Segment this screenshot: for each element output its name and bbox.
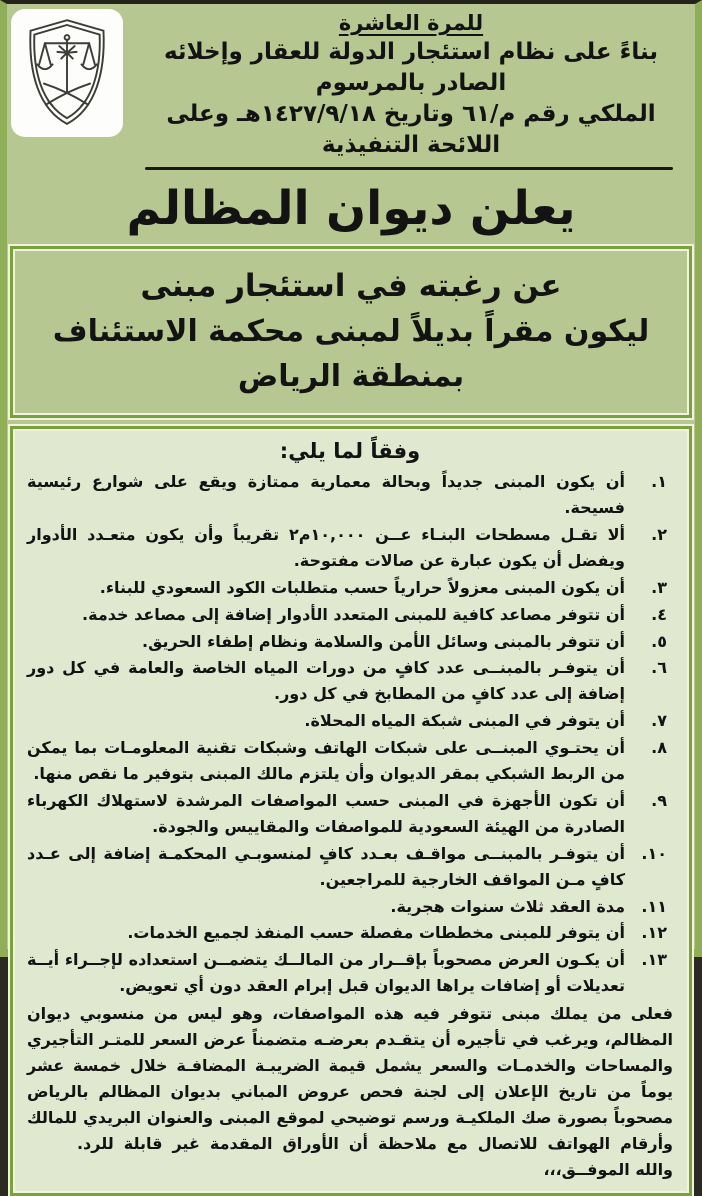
condition-item — [27, 894, 673, 920]
condition-number: ١١. — [641, 896, 667, 916]
condition-item — [27, 708, 673, 734]
announcer-title: يعلن ديوان المظالم — [126, 181, 576, 237]
scales-of-justice-emblem-icon — [19, 16, 115, 130]
condition-text: أن يتوفر في المبنى شبكة المياه المحلاة. — [304, 711, 625, 731]
subject-line-2: ليكون مقراً بديلاً لمبنى محكمة الاستئناف بمنطقة الرياض — [52, 314, 650, 395]
condition-item — [27, 522, 673, 574]
condition-number: ٨. — [651, 738, 667, 758]
condition-item — [27, 575, 673, 601]
condition-text: أن يتوفر للمبنى مخططات مفصلة حسب المنفذ لجميع الخدمات. — [127, 923, 625, 943]
condition-number: ٢. — [651, 524, 667, 544]
condition-item — [27, 841, 673, 893]
occasion-line: للمرة العاشرة — [338, 11, 484, 35]
condition-text: أن تتوفر بالمبنى وسائل الأمن والسلامة ونظام إطفاء الحريق. — [142, 631, 625, 651]
subject-box — [10, 246, 692, 419]
condition-number: ٣. — [651, 577, 667, 597]
condition-number: ٧. — [651, 711, 667, 731]
header-divider — [145, 167, 673, 170]
condition-item — [27, 788, 673, 840]
conditions-heading: وفقاً لما يلي: — [279, 439, 421, 464]
condition-text: مدة العقد ثلاث سنوات هجرية. — [390, 896, 625, 916]
condition-number: ٩. — [651, 790, 667, 810]
closing-paragraph — [27, 1001, 673, 1182]
condition-text: أن يكون المبنى جديداً وبحالة معمارية ممتازة ويقع على شوارع رئيسية فسيحة. — [27, 472, 625, 517]
condition-item — [27, 602, 673, 628]
conditions-box — [10, 426, 692, 1195]
board-of-grievances-logo — [11, 9, 123, 137]
conditions-list — [27, 469, 673, 999]
condition-item — [27, 947, 673, 999]
condition-text: أن تتوفر مصاعد كافية للمبنى المتعدد الأدوار إضافة إلى مصاعد خدمة. — [82, 604, 625, 624]
subject-line-1: عن رغبته في استئجار مبنى — [140, 267, 562, 304]
condition-text: أن يتوفـر بالمبنــى عدد كافٍ من دورات المياه الخاصة والعامة في كل دور إضافة إلى عدد كافٍ من المطابخ في كل دور. — [27, 658, 625, 704]
closing-salutation: والله الموفــق،،، — [543, 1159, 673, 1179]
legal-basis-line-2: الملكي رقم م/٦١ وتاريخ ١٤٢٧/٩/١٨هـ وعلى اللائحة التنفيذية — [166, 101, 656, 159]
condition-number: ١٢. — [641, 923, 667, 943]
condition-number: ٥. — [651, 631, 667, 651]
condition-text: أن يحتـوي المبنــى على شبكات الهاتف وشبكات تقنية المعلومـات بما يمكن من الربط الشبكي بمقر الديوان وأن يلتزم مالك المبنى بتوفير ما نقص منها. — [27, 738, 625, 784]
header — [7, 4, 695, 170]
condition-item — [27, 655, 673, 707]
condition-text: أن يكـون العرض مصحوباً بإقــرار من المالــك يتضمــن استعداده لإجــراء أيــة تعديلات أو إضافات يراها الديوان قبل إبرام العقد دون أي تعويض. — [27, 950, 625, 996]
condition-text: ألا تقـل مسطحات البنـاء عــن ١٠,٠٠٠م٢ تقريباً وأن يكون متعـدد الأدوار ويفضل أن يكون عبارة عن صالات مفتوحة. — [27, 524, 625, 570]
closing-text: فعلى من يملك مبنى تتوفر فيه هذه المواصفات، وهو ليس من منسوبي ديوان المظالم، ويرغب في تأجيره أن يتقـدم بعرضـه متضمناً عرض السعر للمتـر التأجيري والمساحات والخدمـات والسعر يشمل قيمة الضريبـة المضافـة خلال خمسة عشر يوماً من تاريخ الإعلان إلى لجنة فحص عروض المباني بديوان المظالم بالرياض مصحوباً بصورة صك الملكيـة ورسم توضيحي لموقع المبنى والعنوان البريدي للمالك وأرقام الهواتف للاتصال مع ملاحظة أن الأوراق المقدمة غير قابلة للرد. — [27, 1004, 673, 1153]
condition-text: أن يتوفـر بالمبنــى مواقـف بعـدد كافٍ لمنسوبـي المحكمـة إضافة إلى عـدد كافٍ مـن المواقف الخارجية للمراجعين. — [27, 843, 625, 889]
condition-text: أن يكون المبنى معزولاً حرارياً حسب متطلبات الكود السعودي للبناء. — [99, 577, 625, 597]
legal-basis-line-1: بناءً على نظام استئجار الدولة للعقار وإخلائه الصادر بالمرسوم — [163, 39, 659, 97]
condition-number: ١. — [651, 472, 667, 492]
condition-text: أن تكون الأجهزة في المبنى حسب المواصفات المرشدة لاستهلاك الكهرباء الصادرة من الهيئة السعودية للمواصفات والمقاييس والجودة. — [27, 790, 625, 836]
condition-number: ٦. — [651, 658, 667, 678]
condition-number: ١٠. — [641, 843, 667, 863]
condition-number: ١٣. — [641, 950, 667, 970]
header-text-block — [131, 4, 691, 170]
condition-item — [27, 629, 673, 655]
condition-item — [27, 920, 673, 946]
condition-number: ٤. — [651, 604, 667, 624]
condition-item — [27, 735, 673, 787]
condition-item — [27, 469, 673, 521]
